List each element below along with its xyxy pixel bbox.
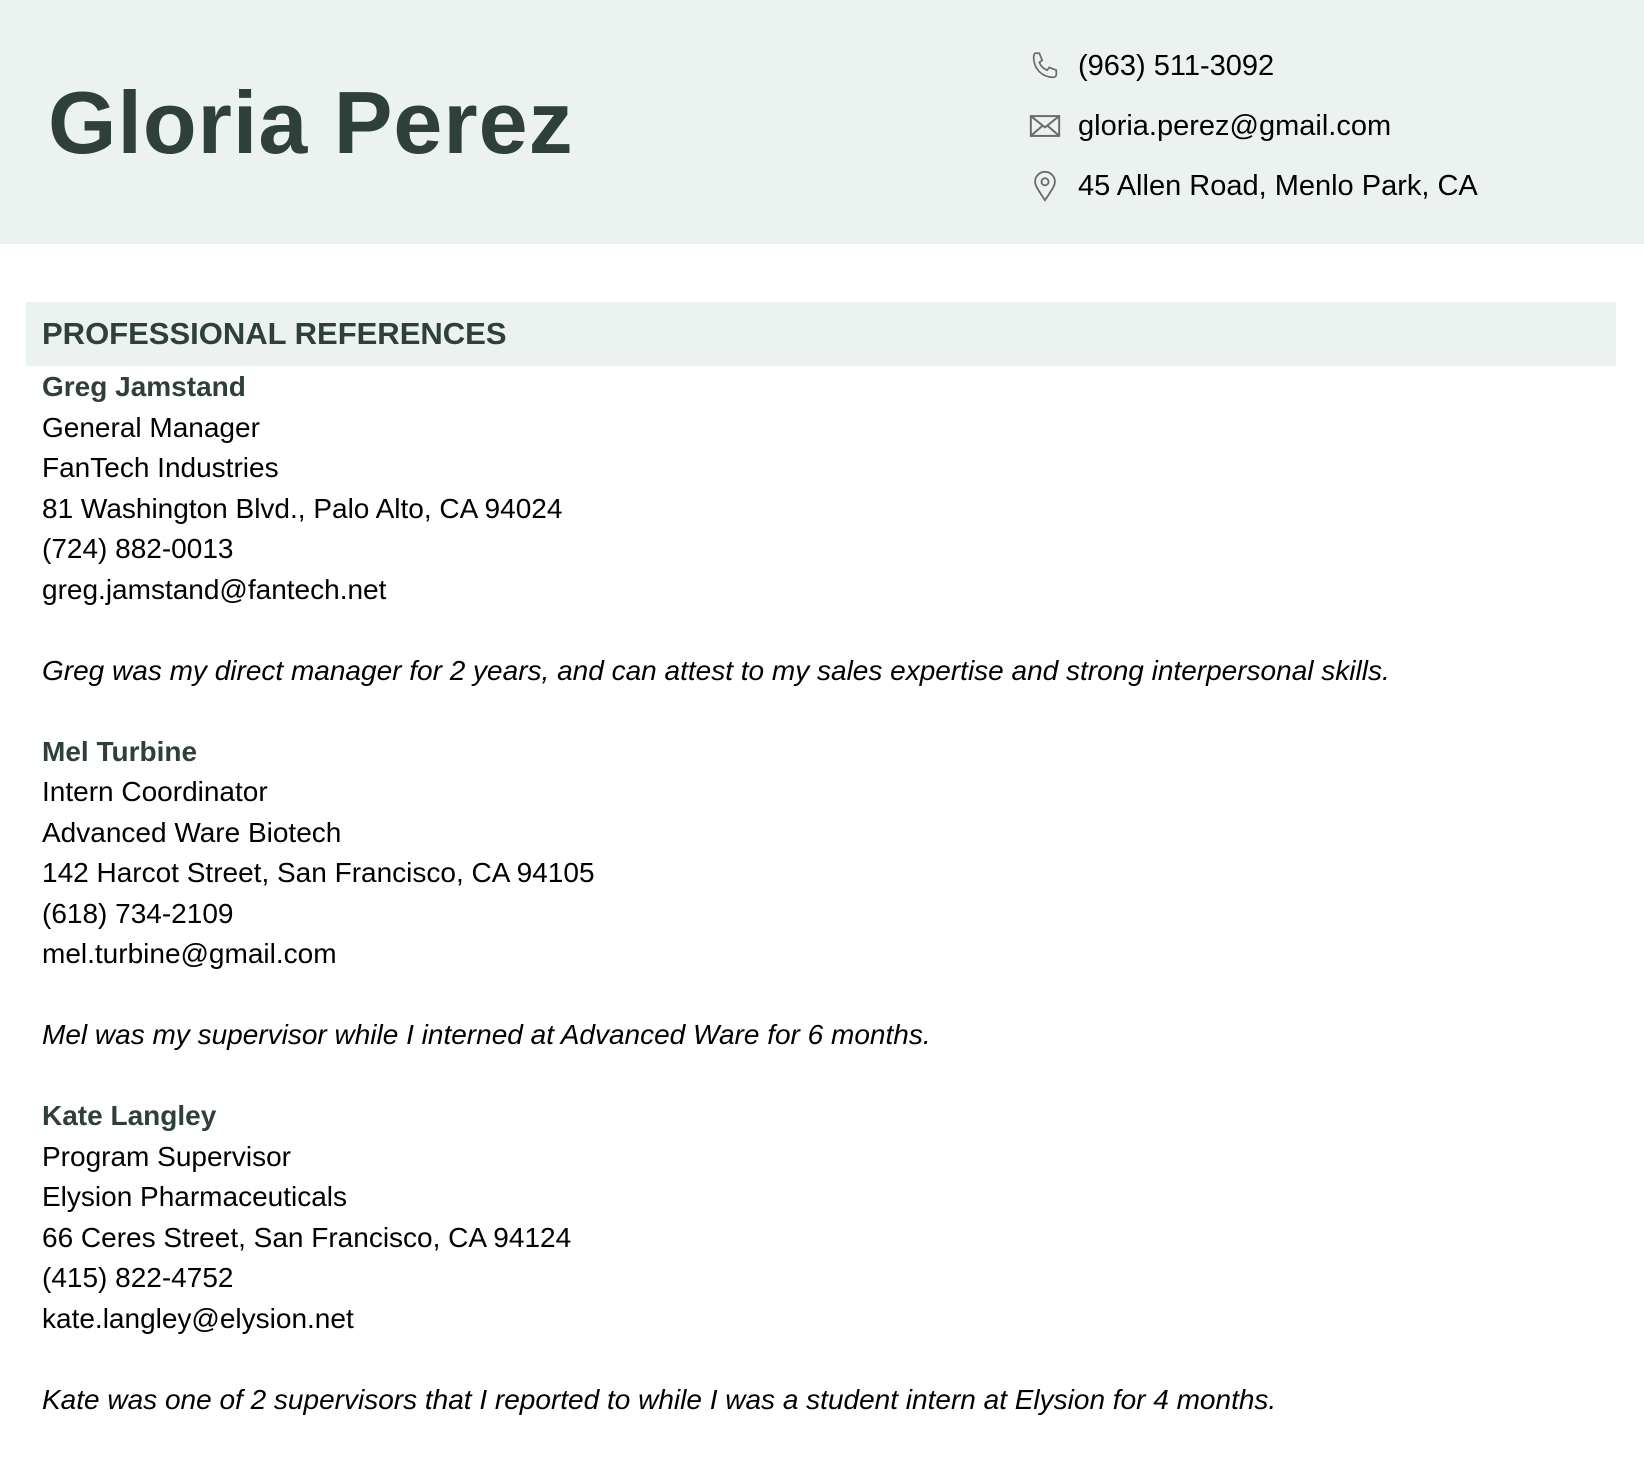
contact-email [1028,96,1478,156]
reference-title: General Manager [42,411,260,443]
reference-address: 66 Ceres Street, San Francisco, CA 94124 [42,1221,572,1253]
references-list [42,367,1390,1461]
reference-company: FanTech Industries [42,452,279,483]
reference-address: 142 Harcot Street, San Francisco, CA 94105 [42,857,595,888]
section-header [26,302,1616,366]
reference-email: greg.jamstand@fantech.net [42,573,387,605]
reference-name: Kate Langley [42,1100,217,1131]
reference-phone: (618) 734-2109 [42,897,234,929]
reference-entry [42,367,1390,691]
reference-company: Advanced Ware Biotech [42,816,342,848]
contact-info [1028,36,1478,216]
email-text: gloria.perez@gmail.com [1078,109,1392,142]
candidate-name: Gloria Perez [48,73,574,172]
reference-address: 81 Washington Blvd., Palo Alto, CA 94024 [42,492,563,524]
resume-header [0,0,1644,244]
reference-note: Greg was my direct manager for 2 years, and can attest to my sales expertise and strong interpersonal skills. [42,654,1390,686]
reference-phone: (415) 822-4752 [42,1262,234,1293]
contact-phone [1028,36,1478,96]
phone-text: (963) 511-3092 [1078,49,1275,82]
reference-email: mel.turbine@gmail.com [42,938,337,969]
reference-title: Program Supervisor [42,1140,291,1172]
reference-entry [42,1096,1390,1420]
reference-name: Mel Turbine [42,735,198,767]
reference-phone: (724) 882-0013 [42,533,234,564]
location-pin-icon [1028,169,1062,203]
envelope-icon [1028,109,1062,143]
section-title: PROFESSIONAL REFERENCES [42,316,507,351]
reference-entry [42,732,1390,1056]
contact-address [1028,156,1478,216]
reference-name: Greg Jamstand [42,371,246,402]
address-text: 45 Allen Road, Menlo Park, CA [1078,169,1478,202]
reference-company: Elysion Pharmaceuticals [42,1181,348,1212]
reference-email: kate.langley@elysion.net [42,1302,354,1334]
phone-icon [1028,49,1062,83]
reference-note: Mel was my supervisor while I interned at Advanced Ware for 6 months. [42,1019,931,1050]
reference-title: Intern Coordinator [42,776,268,807]
reference-note: Kate was one of 2 supervisors that I reported to while I was a student intern at Elysion for 4 months. [42,1383,1277,1415]
